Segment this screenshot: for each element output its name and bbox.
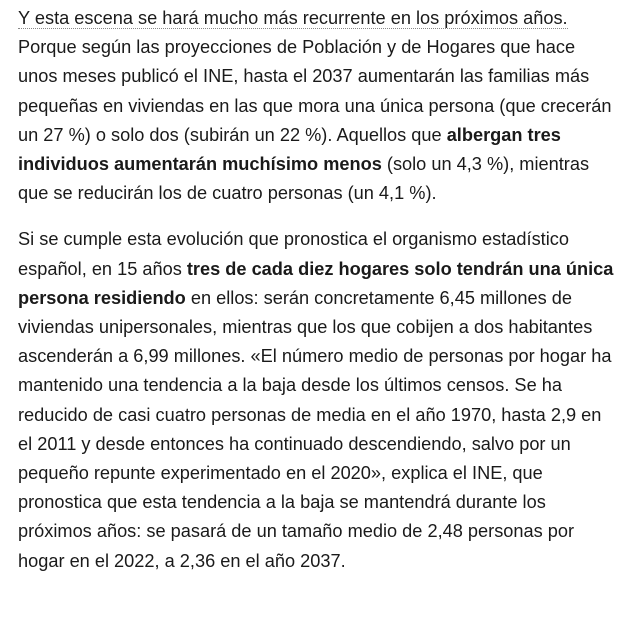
paragraph-text: (solo un 4,3 %), mientras que se reducirán los de cuatro personas (un 4,1 %). [18, 154, 590, 204]
paragraph-text: Porque según las proyecciones de Población y de Hogares que hace unos meses publicó el INE, hasta el 2037 aumentarán las familias más pequeñas en viviendas en las que mora una única persona (que crecerán un 27 %) o solo dos (subirán un 22 %). Aquellos que [18, 37, 612, 145]
paragraph-text: Si se cumple esta evolución que pronostica el organismo estadístico español, en 15 años [18, 229, 569, 279]
paragraph-households-projection [18, 4, 618, 208]
article-body [18, 4, 618, 576]
bold-highlight: tres de cada diez hogares solo tendrán una única persona residiendo [18, 258, 614, 308]
paragraph-text: en ellos: serán concretamente 6,45 millones de viviendas unipersonales, mientras que los que cobijen a dos habitantes ascenderán a 6,99 millones. «El número medio de personas por hogar ha mantenido una tendencia a la baja desde los últimos censos. Se ha reducido de casi cuatro personas de media en el año 1970, hasta 2,9 en el 2011 y desde entonces ha continuado descendiendo, salvo por un pequeño repunte experimentado en el 2020», explica el INE, que pronostica que esta tendencia a la baja se mantendrá durante los próximos años: se pasará de un tamaño medio de 2,48 personas por hogar en el 2022, a 2,36 en el año 2037. [18, 287, 612, 571]
bold-highlight: albergan tres individuos aumentarán muchísimo menos [18, 124, 561, 175]
inline-article-link[interactable]: Y esta escena se hará mucho más recurrente en los próximos años. [18, 8, 568, 28]
paragraph-single-person-households [18, 225, 618, 575]
